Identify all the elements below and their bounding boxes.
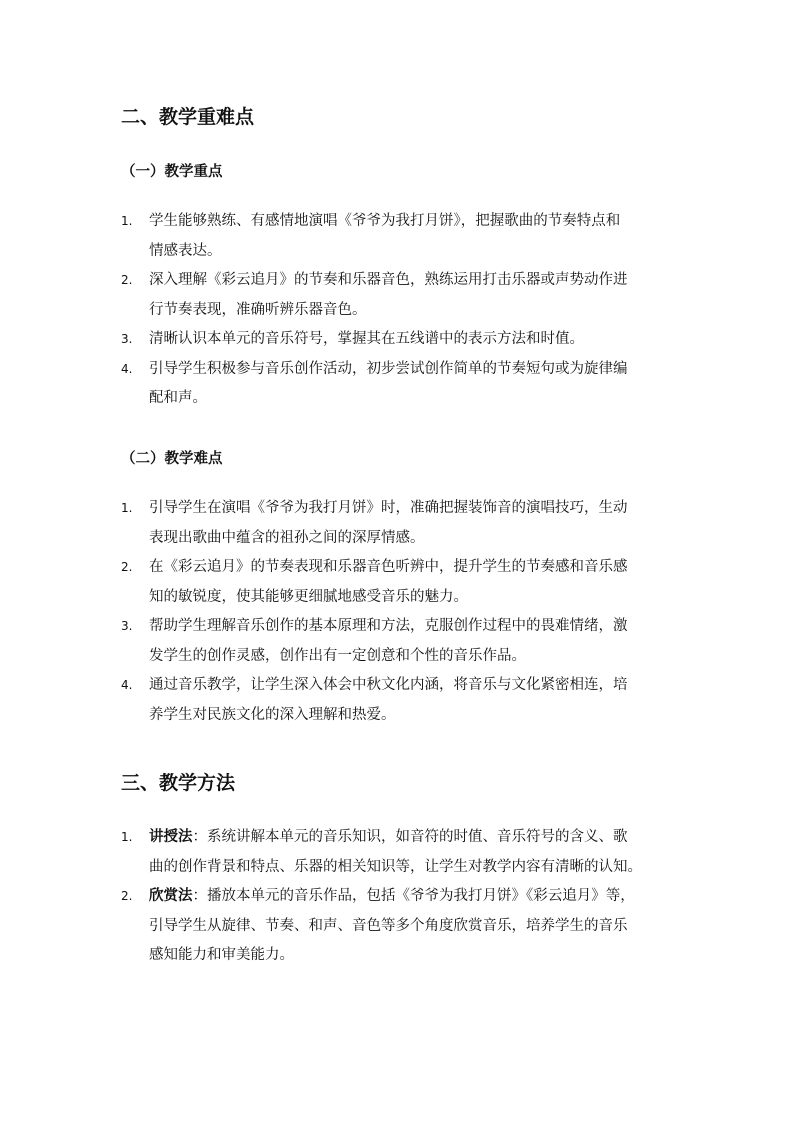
list-item-text: 学生能够熟练、有感情地演唱《爷爷为我打月饼》，把握歌曲的节奏特点和 [149,213,621,229]
list-item-text: 引导学生积极参与音乐创作活动，初步尝试创作简单的节奏短句或为旋律编 [149,360,628,377]
list-item-number: 4. [121,361,133,376]
list-item-text: 曲的创作背景和特点、乐器的相关知识等，让学生对教学内容有清晰的认知。 [149,858,642,875]
subheading-teaching-difficult-points: （二）教学难点 [121,451,223,467]
list-item [121,325,681,355]
list-item [121,207,681,266]
list-item-text [149,823,681,853]
list-item-text: 知的敏锐度，使其能够更细腻地感受音乐的魅力。 [149,588,468,605]
list-item [121,494,681,553]
list-item-text: 引导学生从旋律、节奏、和声、音色等多个角度欣赏音乐，培养学生的音乐 [149,917,628,934]
section-heading-teaching-methods: 三、教学方法 [121,772,236,794]
list-item-number: 2. [121,889,133,903]
list-item-number: 3. [121,619,133,633]
list-item-text: 情感表达。 [149,242,222,259]
list-item-number: 1. [121,214,133,228]
method-description: ：播放本单元的音乐作品，包括《爷爷为我打月饼》《彩云追月》等， [192,888,635,904]
list-item-text: 帮助学生理解音乐创作的基本原理和方法，克服创作过程中的畏难情绪，激 [149,618,628,634]
list-item-number: 4. [121,678,133,692]
list-item-number: 2. [121,560,133,574]
list-item-text: 引导学生在演唱《爷爷为我打月饼》时，准确把握装饰音的演唱技巧，生动 [149,500,628,516]
subheading-teaching-key-points: （一）教学重点 [121,164,223,180]
list-item-text: 在《彩云追月》的节奏表现和乐器音色听辨中，提升学生的节奏感和音乐感 [149,559,628,575]
list-item-text: 发学生的创作灵感，创作出有一定创意和个性的音乐作品。 [149,647,526,664]
list-item [121,823,681,882]
list-item-text: 通过音乐教学，让学生深入体会中秋文化内涵，将音乐与文化紧密相连，培 [149,677,628,693]
list-item [121,355,681,414]
list-item [121,266,681,325]
list-item [121,882,681,971]
list-item-text: 感知能力和审美能力。 [149,947,294,963]
list-item [121,671,681,730]
list-item-number: 1. [121,830,133,844]
list-item-text: 配和声。 [149,390,207,406]
difficult-points-list [121,494,681,730]
list-item-text: 表现出歌曲中蕴含的祖孙之间的深厚情感。 [149,529,425,546]
list-item-number: 2. [121,273,133,287]
section-heading-teaching-key-difficult-points: 二、教学重难点 [121,106,255,128]
method-name: 欣赏法 [149,888,193,904]
list-item-text: 深入理解《彩云追月》的节奏和乐器音色，熟练运用打击乐器或声势动作进 [149,272,628,288]
method-name: 讲授法 [149,829,193,845]
teaching-methods-list [121,823,681,971]
list-item [121,553,681,612]
method-description: ：系统讲解本单元的音乐知识，如音符的时值、音乐符号的含义、歌 [192,829,628,845]
list-item-text: 清晰认识本单元的音乐符号，掌握其在五线谱中的表示方法和时值。 [149,331,584,347]
list-item-text: 养学生对民族文化的深入理解和热爱。 [149,706,396,723]
key-points-list [121,207,681,414]
list-item-text [149,882,681,912]
list-item-number: 3. [121,332,133,346]
list-item-text: 行节奏表现，准确听辨乐器音色。 [149,301,367,318]
list-item-number: 1. [121,501,133,515]
list-item [121,612,681,671]
